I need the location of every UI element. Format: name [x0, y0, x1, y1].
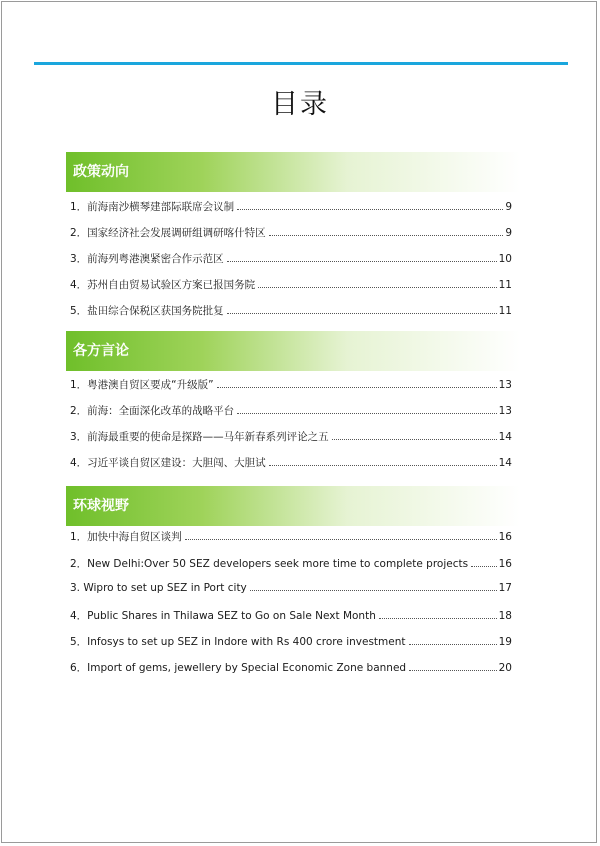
entry-page: 11	[498, 279, 512, 291]
toc-entry[interactable]	[70, 403, 512, 419]
dot-leader	[409, 670, 497, 671]
entry-label: 2．New Delhi:Over 50 SEZ developers seek more time to complete projects	[70, 558, 469, 570]
entry-page: 20	[498, 662, 512, 674]
dot-leader	[269, 465, 497, 466]
dot-leader	[250, 590, 497, 591]
entry-label: 5．盐田综合保税区获国务院批复	[70, 305, 224, 317]
dot-leader	[471, 566, 497, 567]
entry-label: 3. Wipro to set up SEZ in Port city	[70, 582, 247, 594]
toc-entry[interactable]	[70, 377, 512, 393]
dot-leader	[185, 539, 497, 540]
toc-entry[interactable]	[70, 556, 512, 572]
entry-label: 4．习近平谈自贸区建设：大胆闯、大胆试	[70, 457, 266, 469]
entry-label: 3．前海列粤港澳紧密合作示范区	[70, 253, 224, 265]
toc-entry[interactable]	[70, 660, 512, 676]
toc-entry[interactable]	[70, 429, 512, 445]
dot-leader	[258, 287, 496, 288]
entry-label: 1．前海南沙横琴建部际联席会议制	[70, 201, 235, 213]
entry-label: 4．苏州自由贸易试验区方案已报国务院	[70, 279, 256, 291]
entry-page: 9	[505, 201, 512, 213]
entry-page: 13	[498, 379, 512, 391]
section-header-global[interactable]: 环球视野	[66, 486, 520, 526]
toc-entry[interactable]	[70, 277, 512, 293]
page-frame	[1, 1, 597, 843]
toc-entry[interactable]	[70, 634, 512, 650]
dot-leader	[332, 439, 497, 440]
dot-leader	[269, 235, 504, 236]
dot-leader	[227, 313, 497, 314]
dot-leader	[237, 209, 503, 210]
entry-label: 1．加快中海自贸区谈判	[70, 531, 182, 543]
toc-entry[interactable]	[70, 303, 512, 319]
entry-label: 1．粤港澳自贸区要成“升级版”	[70, 379, 214, 391]
dot-leader	[217, 387, 497, 388]
dot-leader	[409, 644, 497, 645]
entry-page: 14	[498, 457, 512, 469]
top-rule	[34, 62, 568, 65]
entry-page: 17	[498, 582, 512, 594]
entry-page: 14	[498, 431, 512, 443]
entry-page: 16	[498, 558, 512, 570]
entry-label: 6．Import of gems, jewellery by Special Economic Zone banned	[70, 662, 407, 674]
toc-entry[interactable]	[70, 199, 512, 215]
entry-page: 11	[498, 305, 512, 317]
entry-label: 5．Infosys to set up SEZ in Indore with Rs 400 crore investment	[70, 636, 406, 648]
entry-page: 18	[498, 610, 512, 622]
entry-page: 19	[498, 636, 512, 648]
entry-label: 4．Public Shares in Thilawa SEZ to Go on Sale Next Month	[70, 610, 376, 622]
dot-leader	[379, 618, 497, 619]
entry-label: 2．前海：全面深化改革的战略平台	[70, 405, 235, 417]
toc-entry[interactable]	[70, 608, 512, 624]
entry-page: 10	[498, 253, 512, 265]
dot-leader	[227, 261, 497, 262]
toc-entry[interactable]	[70, 529, 512, 545]
toc-entry[interactable]	[70, 582, 512, 598]
entry-page: 16	[498, 531, 512, 543]
entry-page: 9	[505, 227, 512, 239]
entry-page: 13	[498, 405, 512, 417]
toc-title: 目录	[271, 89, 329, 120]
section-header-policy[interactable]: 政策动向	[66, 152, 520, 192]
toc-entry[interactable]	[70, 455, 512, 471]
section-header-opinions[interactable]: 各方言论	[66, 331, 520, 371]
entry-label: 3．前海最重要的使命是探路——马年新春系列评论之五	[70, 431, 329, 443]
entry-label: 2．国家经济社会发展调研组调研喀什特区	[70, 227, 266, 239]
dot-leader	[237, 413, 496, 414]
toc-entry[interactable]	[70, 225, 512, 241]
toc-entry[interactable]	[70, 251, 512, 267]
